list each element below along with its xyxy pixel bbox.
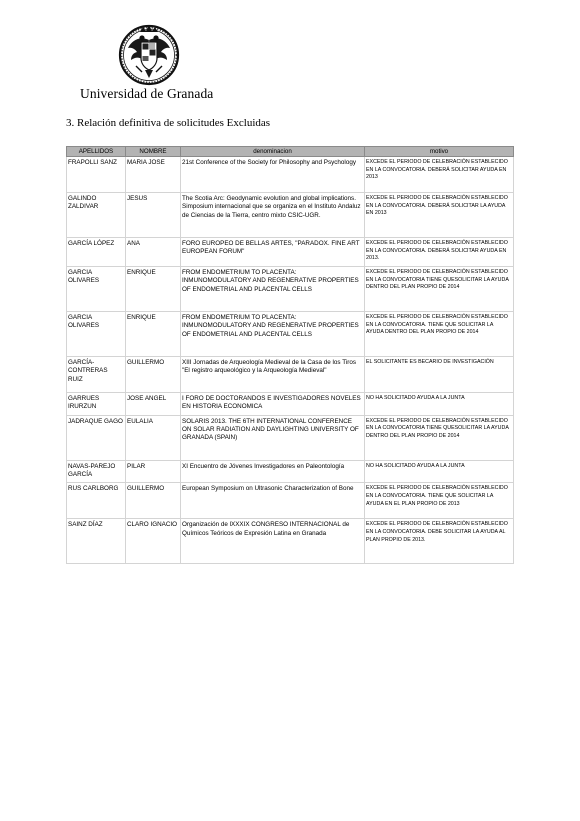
table-row <box>67 483 514 519</box>
cell-denominacion: The Scotia Arc: Geodynamic evolution and global implications. Simposium internacional que se organiza en el Instituto Andaluz de Ciencias de la Tierra, centro mixto CSIC-UGR. <box>181 193 365 238</box>
cell-motivo: EL SOLICITANTE ES BECARIO DE INVESTIGACIÓN <box>365 357 514 393</box>
cell-denominacion: FORO EUROPEO DE BELLAS ARTES, "PARADOX. FINE ART EUROPEAN FORUM" <box>181 238 365 267</box>
cell-motivo: NO HA SOLICITADO AYUDA A LA JUNTA <box>365 460 514 483</box>
university-crest-icon <box>118 22 180 86</box>
column-header-nombre: NOMBRE <box>126 147 181 157</box>
table-row <box>67 393 514 416</box>
cell-apellidos: NAVAS-PAREJO GARCÍA <box>67 460 126 483</box>
cell-apellidos: FRAPOLLI SANZ <box>67 157 126 193</box>
cell-nombre: ENRIQUE <box>126 312 181 357</box>
cell-motivo: NO HA SOLICITADO AYUDA A LA JUNTA <box>365 393 514 416</box>
cell-nombre: GUILLERMO <box>126 357 181 393</box>
table-header-row <box>67 147 514 157</box>
cell-nombre: PILAR <box>126 460 181 483</box>
cell-apellidos: JADRAQUE GAGO <box>67 415 126 460</box>
cell-denominacion: XI Encuentro de Jóvenes Investigadores en Paleontología <box>181 460 365 483</box>
excluded-applications-table <box>66 146 514 564</box>
cell-denominacion: FROM ENDOMETRIUM TO PLACENTA: INMUNOMODULATORY AND REGENERATIVE PROPERTIES OF ENDOMETRIAL AND PLACENTAL CELLS <box>181 267 365 312</box>
cell-denominacion: XIII Jornadas de Arqueología Medieval de la Casa de los Tiros "El registro arqueológico y la Arqueología Medieval" <box>181 357 365 393</box>
cell-nombre: ENRIQUE <box>126 267 181 312</box>
cell-motivo: EXCEDE EL PERIODO DE CELEBRACIÓN ESTABLECIDO EN LA CONVOCATORIA. DEBERÁ SOLICITAR LA AYUDA EN 2013 <box>365 193 514 238</box>
cell-motivo: EXCEDE EL PERIODO DE CELEBRACIÓN ESTABLECIDO EN LA CONVOCATORIA. TIENE QUE SOLICITAR LA AYUDA EN EL PLAN PROPIO DE 2013 <box>365 483 514 519</box>
cell-nombre: JOSE ANGEL <box>126 393 181 416</box>
cell-denominacion: European Symposium on Ultrasonic Characterization of Bone <box>181 483 365 519</box>
cell-denominacion: I FORO DE DOCTORANDOS E INVESTIGADORES NOVELES EN HISTORIA ECONOMICA <box>181 393 365 416</box>
cell-nombre: GUILLERMO <box>126 483 181 519</box>
column-header-motivo: motivo <box>365 147 514 157</box>
cell-motivo: EXCEDE EL PERIODO DE CELEBRACIÓN ESTABLECIDO EN LA CONVOCATORIA TIENE QUESOLICITAR LA AYUDA DENTRO DEL PLAN PROPIO DE 2014 <box>365 267 514 312</box>
cell-motivo: EXCEDE EL PERIODO DE CELEBRACIÓN ESTABLECIDO EN LA CONVOCATORIA. DEBE SOLICITAR LA AYUDA AL PLAN PROPIO DE 2013. <box>365 519 514 564</box>
cell-apellidos: GALINDO ZALDIVAR <box>67 193 126 238</box>
table-row <box>67 415 514 460</box>
table-row <box>67 519 514 564</box>
cell-apellidos: RUS CARLBORG <box>67 483 126 519</box>
table-row <box>67 267 514 312</box>
cell-nombre: CLARO IGNACIO <box>126 519 181 564</box>
cell-apellidos: GARRUES IRURZUN <box>67 393 126 416</box>
table-body <box>67 157 514 564</box>
cell-denominacion: 21st Conference of the Society for Philosophy and Psychology <box>181 157 365 193</box>
cell-denominacion: Organización de lXXXIX CONGRESO INTERNACIONAL de Químicos Teóricos de Expresión Latina en Granada <box>181 519 365 564</box>
table-row <box>67 193 514 238</box>
cell-motivo: EXCEDE EL PERIODO DE CELEBRACIÓN ESTABLECIDO EN LA CONVOCATORIA. DEBERÁ SOLICITAR AYUDA EN 2013. <box>365 238 514 267</box>
table-row <box>67 460 514 483</box>
cell-motivo: EXCEDE EL PERIODO DE CELEBRACIÓN ESTABLECIDO EN LA CONVOCATORIA TIENE QUESOLICITAR LA AYUDA DENTRO DEL PLAN PROPIO DE 2014 <box>365 415 514 460</box>
column-header-denominacion: denominacion <box>181 147 365 157</box>
cell-denominacion: FROM ENDOMETRIUM TO PLACENTA: INMUNOMODULATORY AND REGENERATIVE PROPERTIES OF ENDOMETRIAL AND PLACENTAL CELLS <box>181 312 365 357</box>
section-title: 3. Relación definitiva de solicitudes Excluidas <box>66 117 271 129</box>
cell-nombre: EULALIA <box>126 415 181 460</box>
table-row <box>67 157 514 193</box>
table-row <box>67 238 514 267</box>
cell-motivo: EXCEDE EL PERIODO DE CELEBRACIÓN ESTABLECIDO EN LA CONVOCATORIA. DEBERÁ SOLICITAR AYUDA EN 2013 <box>365 157 514 193</box>
cell-apellidos: SAINZ DÍAZ <box>67 519 126 564</box>
table-row <box>67 312 514 357</box>
cell-nombre: MARIA JOSE <box>126 157 181 193</box>
university-name: Universidad de Granada <box>80 86 214 101</box>
cell-nombre: JESUS <box>126 193 181 238</box>
cell-denominacion: SOLARIS 2013. THE 6TH INTERNATIONAL CONFERENCE ON SOLAR RADIATION AND DAYLIGHTING UNIVERSITY OF GRANADA (SPAIN) <box>181 415 365 460</box>
cell-apellidos: GARCIA OLIVARES <box>67 267 126 312</box>
cell-nombre: ANA <box>126 238 181 267</box>
table-row <box>67 357 514 393</box>
column-header-apellidos: APELLIDOS <box>67 147 126 157</box>
cell-motivo: EXCEDE EL PERIODO DE CELEBRACIÓN ESTABLECIDO EN LA CONVOCATORIA. TIENE QUE SOLICITAR LA AYUDA DENTRO DEL PLAN PROPIO DE 2014 <box>365 312 514 357</box>
cell-apellidos: GARCIA OLIVARES <box>67 312 126 357</box>
cell-apellidos: GARCÍA LÓPEZ <box>67 238 126 267</box>
cell-apellidos: GARCÍA-CONTRERAS RUIZ <box>67 357 126 393</box>
